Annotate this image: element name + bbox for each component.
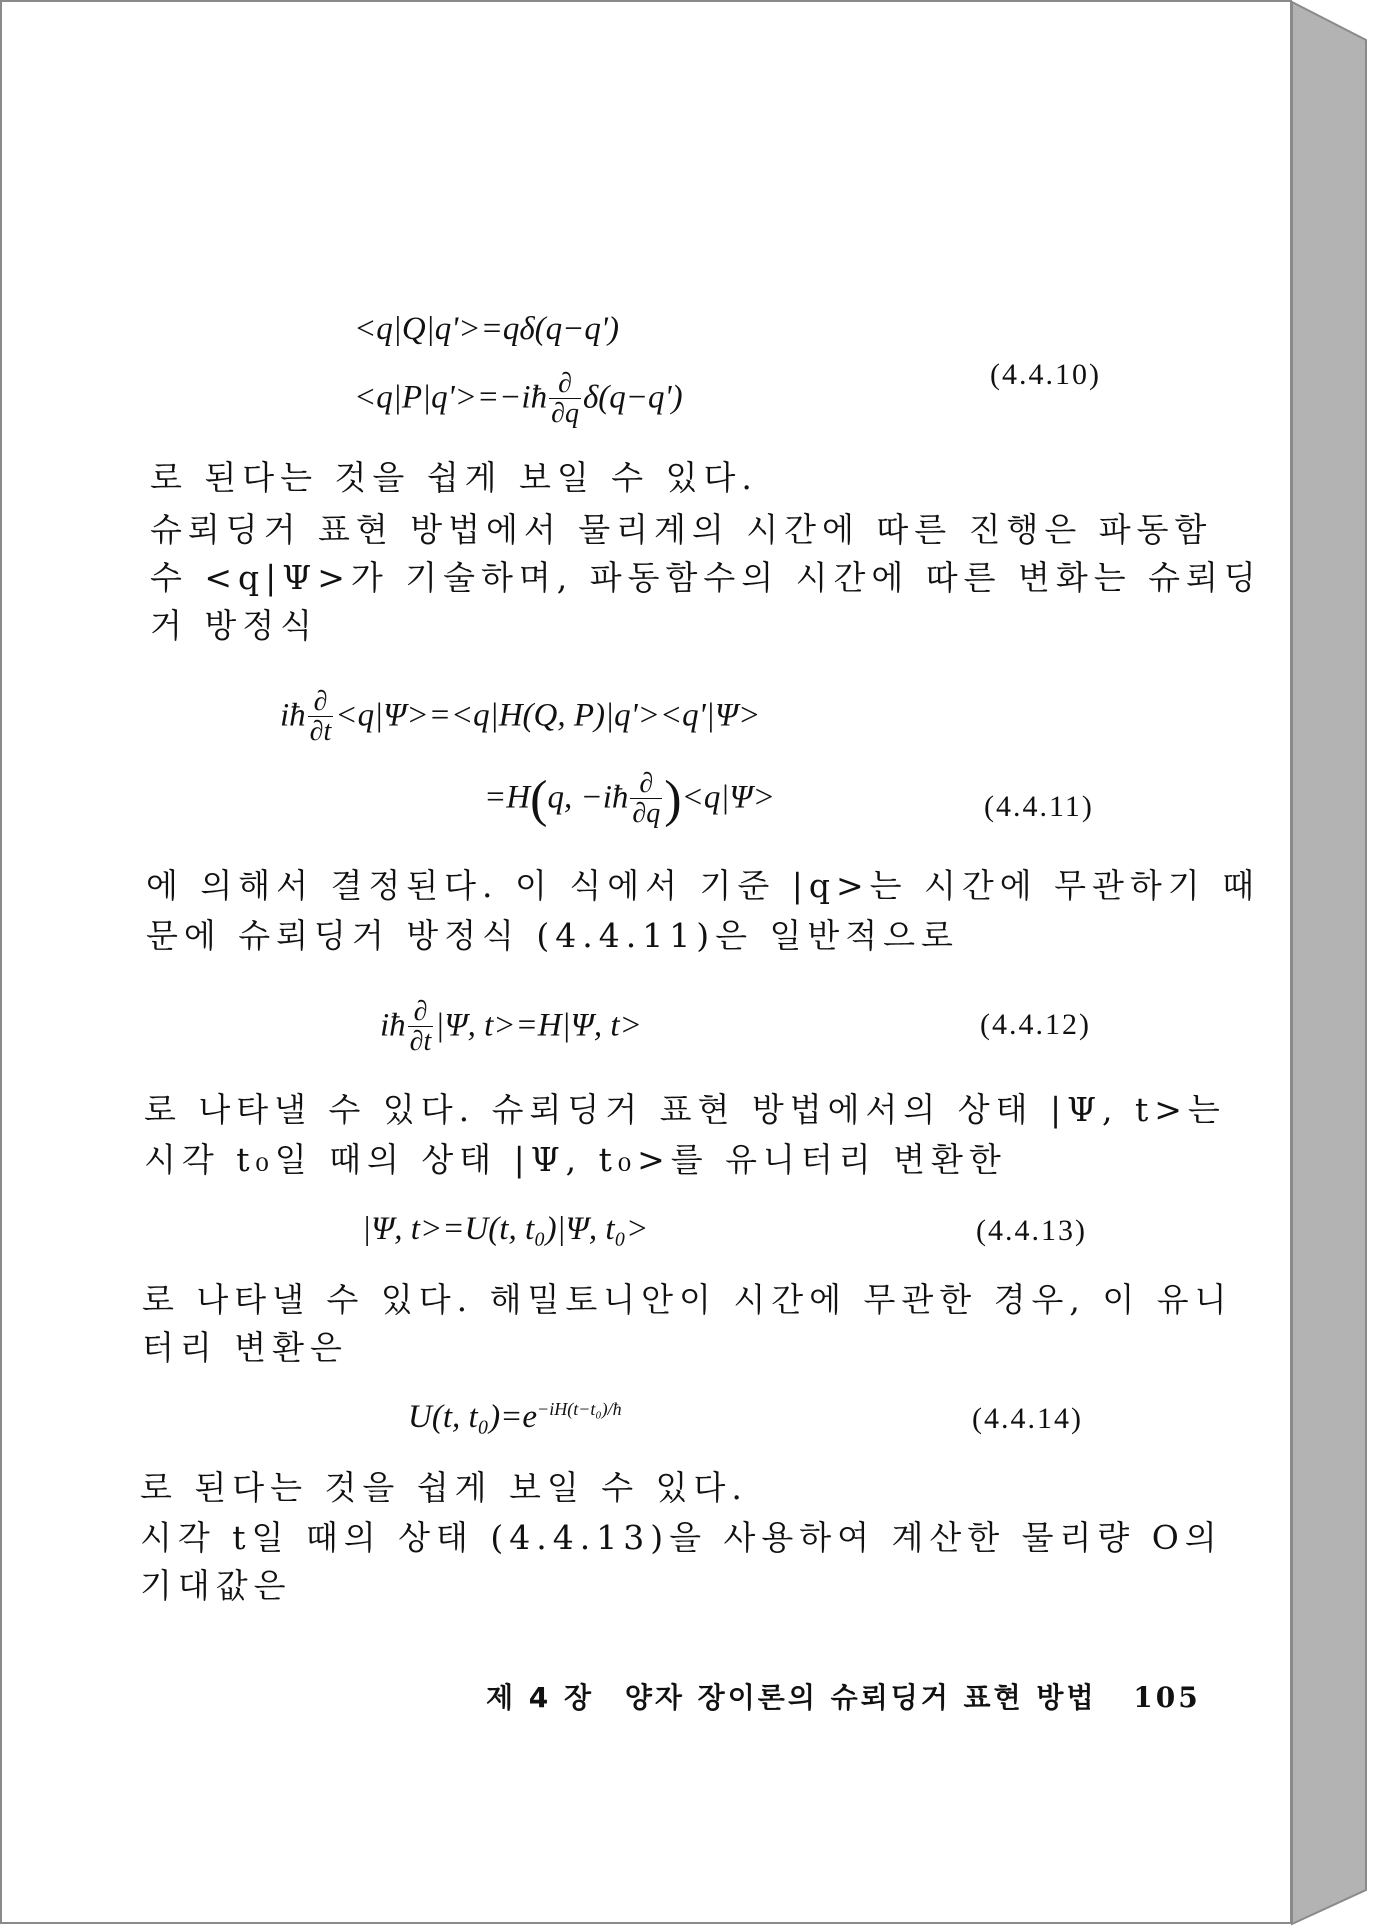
eq-4-4-13: |Ψ, t>=U(t, t₀)|Ψ, t₀>	[362, 1211, 649, 1247]
eq-4-4-11-line2-a: =H	[484, 779, 531, 816]
paragraph-1: 로 된다는 것을 쉽게 보일 수 있다.	[150, 458, 758, 497]
paragraph-2-line-3: 거 방정식	[150, 606, 319, 645]
eq-4-4-10-frac-num: ∂	[549, 370, 581, 399]
eq-4-4-11-fraction-2	[630, 770, 662, 830]
eq-4-4-11-frac-num: ∂	[308, 688, 334, 717]
eq-4-4-11-line2-b: q, −iħ	[547, 779, 629, 816]
eq-4-4-11-frac2-den: ∂q	[632, 798, 661, 829]
eq-4-4-12-fraction	[408, 998, 434, 1058]
running-footer	[486, 1676, 1201, 1716]
eq-4-4-11-line2	[484, 770, 775, 830]
eq-4-4-12-prefix: iħ	[380, 1007, 406, 1044]
paragraph-5-line-2: 터리 변환은	[142, 1328, 348, 1367]
paragraph-2-line-2: 수 <q|Ψ>가 기술하며, 파동함수의 시간에 따른 변화는 슈뢰딩	[150, 558, 1262, 597]
footer-page-number: 105	[1133, 1681, 1201, 1714]
eq-4-4-10-line2-rhs: δ(q−q')	[582, 379, 683, 416]
paragraph-7-line-2: 기대값은	[140, 1566, 292, 1605]
eq-4-4-10-frac-den: ∂q	[551, 398, 579, 429]
eq-4-4-11-open-paren: (	[530, 770, 548, 828]
eq-4-4-11-line1-rest: <q|Ψ>=<q|H(Q, P)|q'><q'|Ψ>	[335, 697, 761, 734]
paragraph-3-line-2: 문에 슈뢰딩거 방정식 (4.4.11)은 일반적으로	[146, 916, 959, 955]
eq-number-4-4-10: (4.4.10)	[990, 358, 1101, 391]
paragraph-3-line-1: 에 의해서 결정된다. 이 식에서 기준 |q>는 시간에 무관하기 때	[146, 866, 1260, 905]
paragraph-4-line-1: 로 나타낼 수 있다. 슈뢰딩거 표현 방법에서의 상태 |Ψ, t>는	[144, 1090, 1226, 1129]
eq-number-4-4-14: (4.4.14)	[972, 1402, 1083, 1435]
eq-4-4-10-line1: <q|Q|q'>=qδ(q−q')	[354, 311, 619, 347]
eq-4-4-14	[408, 1398, 622, 1438]
eq-4-4-11-prefix: iħ	[280, 697, 306, 734]
footer-chapter: 제 4 장	[486, 1681, 595, 1714]
eq-4-4-11-line1	[280, 688, 760, 748]
eq-4-4-12-rest: |Ψ, t>=H|Ψ, t>	[435, 1007, 642, 1044]
eq-4-4-12-frac-den: ∂t	[409, 1026, 432, 1057]
eq-4-4-10-line2	[354, 370, 683, 430]
paragraph-2-line-1: 슈뢰딩거 표현 방법에서 물리계의 시간에 따른 진행은 파동함	[150, 510, 1213, 549]
footer-title: 양자 장이론의 슈뢰딩거 표현 방법	[624, 1681, 1097, 1714]
eq-number-4-4-12: (4.4.12)	[980, 1008, 1091, 1041]
eq-4-4-11-frac2-num: ∂	[630, 770, 662, 799]
paragraph-6: 로 된다는 것을 쉽게 보일 수 있다.	[140, 1468, 748, 1507]
eq-4-4-11-fraction	[308, 688, 334, 748]
eq-4-4-12	[380, 998, 642, 1058]
eq-4-4-11-frac-den: ∂t	[309, 716, 332, 747]
eq-number-4-4-13: (4.4.13)	[976, 1214, 1087, 1247]
eq-4-4-10-fraction	[549, 370, 581, 430]
eq-4-4-14-exponent: −iH(t−t₀)/ħ	[537, 1399, 622, 1419]
paragraph-5-line-1: 로 나타낼 수 있다. 해밀토니안이 시간에 무관한 경우, 이 유니	[142, 1280, 1233, 1319]
eq-4-4-12-frac-num: ∂	[408, 998, 434, 1027]
paragraph-4-line-2: 시각 t₀일 때의 상태 |Ψ, t₀>를 유니터리 변환한	[144, 1140, 1007, 1179]
eq-4-4-10-line2-lhs: <q|P|q'>=−iħ	[354, 379, 548, 416]
paragraph-7-line-1: 시각 t일 때의 상태 (4.4.13)을 사용하여 계산한 물리량 O의	[140, 1518, 1223, 1557]
eq-4-4-14-base: U(t, t₀)=e	[408, 1399, 538, 1435]
eq-number-4-4-11: (4.4.11)	[984, 790, 1094, 823]
eq-4-4-11-line2-c: <q|Ψ>	[681, 779, 775, 816]
eq-4-4-11-close-paren: )	[664, 770, 682, 828]
